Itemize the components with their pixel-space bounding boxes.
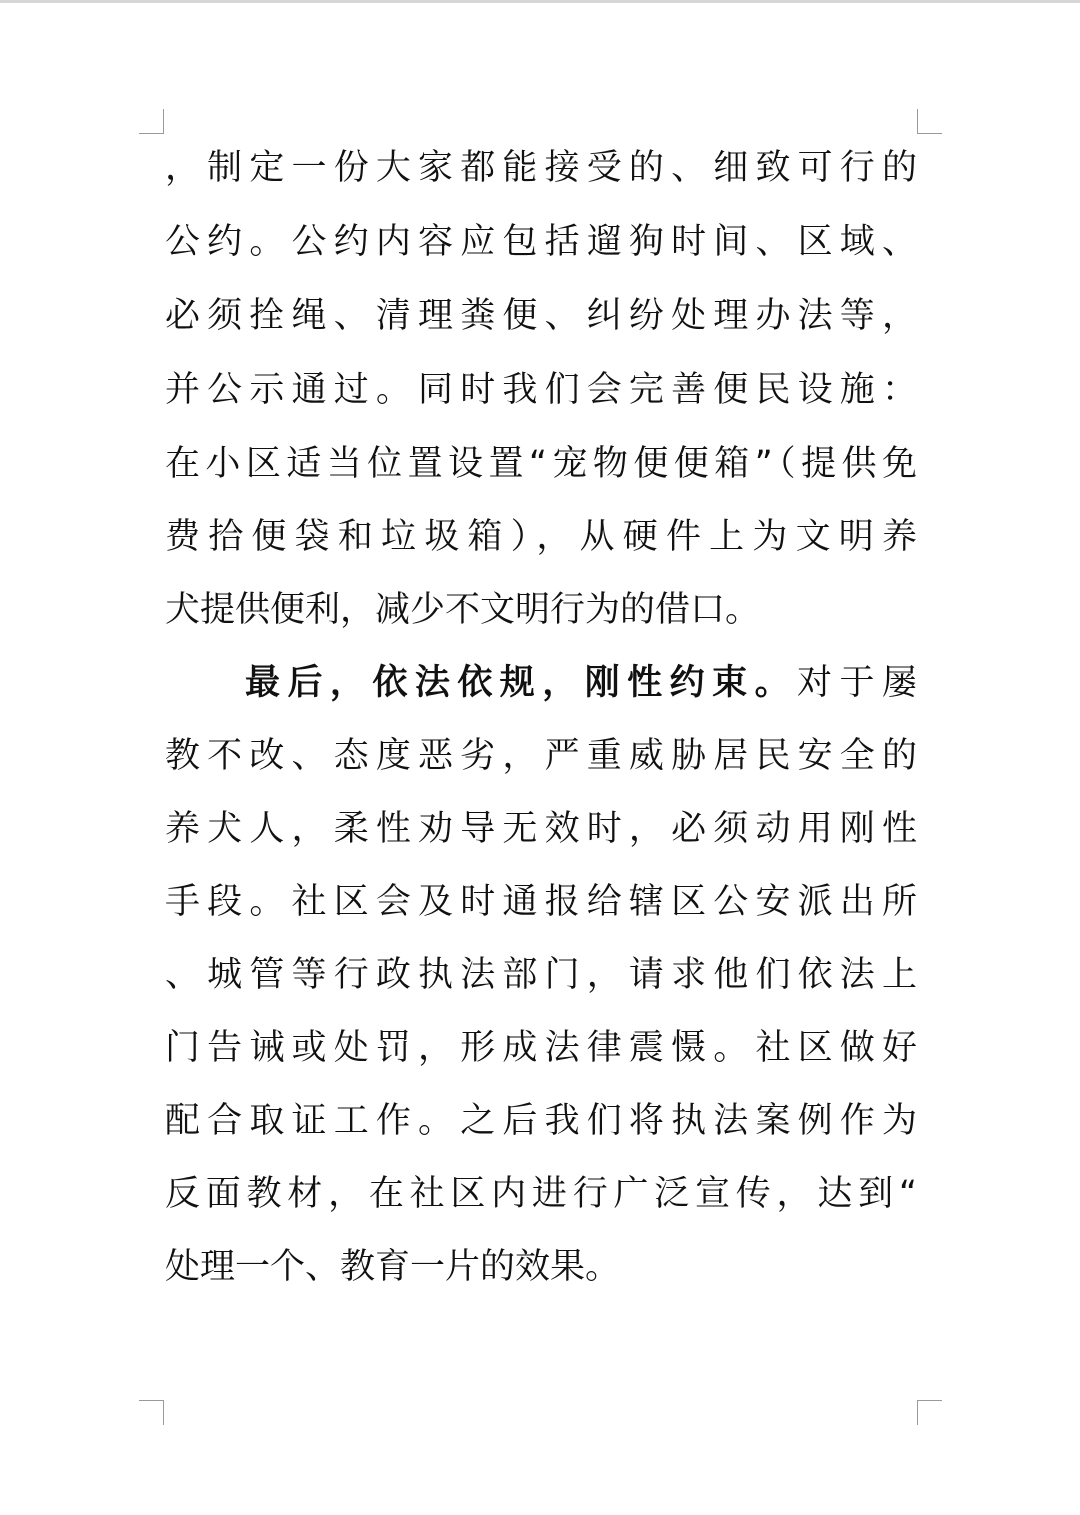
- text-line: 、城管等行政执法部门，请求他们依法上: [165, 955, 917, 995]
- text-line: 犬提供便利，减少不文明行为的借口。: [165, 590, 761, 630]
- text-line: 公约。公约内容应包括遛狗时间、区域、: [165, 222, 917, 262]
- paragraph-heading-line: [245, 646, 917, 720]
- text-line: 并公示通过。同时我们会完善便民设施：: [165, 370, 917, 410]
- text-line: 手段。社区会及时通报给辖区公安派出所: [165, 882, 917, 922]
- text-line: 在小区适当位置设置“宠物便便箱”（提供免: [165, 444, 917, 484]
- paragraph-heading-continuation: 对于屡: [797, 663, 917, 703]
- text-line: 教不改、态度恶劣，严重威胁居民安全的: [165, 736, 917, 776]
- text-line: 配合取证工作。之后我们将执法案例作为: [165, 1101, 917, 1141]
- text-line: ，制定一份大家都能接受的、细致可行的: [165, 148, 917, 188]
- text-line: 费拾便袋和垃圾箱），从硬件上为文明养: [165, 517, 917, 557]
- text-line: 反面教材，在社区内进行广泛宣传，达到“: [165, 1174, 917, 1214]
- text-line: 门告诫或处罚，形成法律震慑。社区做好: [165, 1028, 917, 1068]
- text-line: 处理一个、教育一片的效果。: [165, 1247, 621, 1287]
- paragraph-heading: 最后，依法依规，刚性约束。: [245, 663, 798, 703]
- text-line: 必须拴绳、清理粪便、纠纷处理办法等，: [165, 296, 917, 336]
- text-line: 养犬人，柔性劝导无效时，必须动用刚性: [165, 809, 917, 849]
